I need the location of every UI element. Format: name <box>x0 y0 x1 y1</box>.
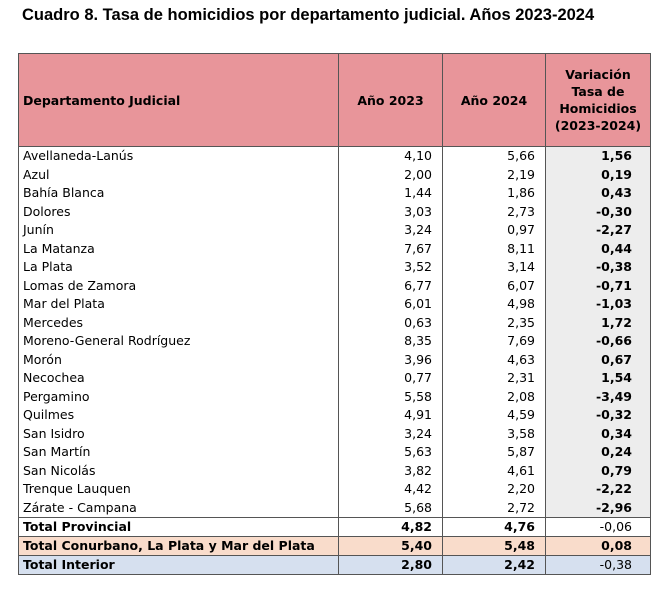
row-departamento: Necochea <box>19 369 339 388</box>
row-anio-2023: 4,91 <box>339 406 443 425</box>
row-departamento: Bahía Blanca <box>19 184 339 203</box>
total-interior-2023: 2,80 <box>339 556 443 575</box>
row-variacion: -0,38 <box>546 258 651 277</box>
row-variacion: -3,49 <box>546 388 651 407</box>
row-variacion: -0,66 <box>546 332 651 351</box>
row-variacion: -2,27 <box>546 221 651 240</box>
row-variacion: 0,24 <box>546 443 651 462</box>
row-anio-2024: 2,35 <box>443 314 546 333</box>
row-variacion: 0,43 <box>546 184 651 203</box>
row-anio-2023: 3,96 <box>339 351 443 370</box>
row-departamento: Azul <box>19 166 339 185</box>
row-variacion: 1,54 <box>546 369 651 388</box>
total-provincial-2023: 4,82 <box>339 518 443 537</box>
row-anio-2023: 4,42 <box>339 480 443 499</box>
table-row <box>19 388 651 407</box>
total-conurbano-2023: 5,40 <box>339 537 443 556</box>
total-interior-variacion: -0,38 <box>546 556 651 575</box>
total-conurbano-2024: 5,48 <box>443 537 546 556</box>
total-interior-2024: 2,42 <box>443 556 546 575</box>
table-row <box>19 499 651 518</box>
row-anio-2024: 6,07 <box>443 277 546 296</box>
row-departamento: Trenque Lauquen <box>19 480 339 499</box>
row-variacion: 0,44 <box>546 240 651 259</box>
row-anio-2023: 3,82 <box>339 462 443 481</box>
header-anio-2024: Año 2024 <box>443 54 546 147</box>
table-row <box>19 351 651 370</box>
row-variacion: 1,72 <box>546 314 651 333</box>
total-provincial-label: Total Provincial <box>19 518 339 537</box>
total-provincial-row <box>19 518 651 537</box>
table-row <box>19 258 651 277</box>
table-row <box>19 369 651 388</box>
row-departamento: Mar del Plata <box>19 295 339 314</box>
table-body <box>19 147 651 518</box>
total-conurbano-row <box>19 537 651 556</box>
row-anio-2024: 2,08 <box>443 388 546 407</box>
row-anio-2023: 5,58 <box>339 388 443 407</box>
row-anio-2023: 3,03 <box>339 203 443 222</box>
row-anio-2023: 1,44 <box>339 184 443 203</box>
row-departamento: La Matanza <box>19 240 339 259</box>
header-variacion-line-2: Tasa de <box>571 84 625 99</box>
table-row <box>19 295 651 314</box>
row-anio-2024: 2,72 <box>443 499 546 518</box>
row-departamento: La Plata <box>19 258 339 277</box>
header-anio-2023: Año 2023 <box>339 54 443 147</box>
row-variacion: 0,79 <box>546 462 651 481</box>
table-row <box>19 147 651 166</box>
table-row <box>19 277 651 296</box>
row-variacion: -1,03 <box>546 295 651 314</box>
row-variacion: -0,30 <box>546 203 651 222</box>
table-row <box>19 332 651 351</box>
row-anio-2024: 3,14 <box>443 258 546 277</box>
row-departamento: Mercedes <box>19 314 339 333</box>
table-row <box>19 462 651 481</box>
total-conurbano-label: Total Conurbano, La Plata y Mar del Plata <box>19 537 339 556</box>
row-anio-2024: 8,11 <box>443 240 546 259</box>
row-anio-2024: 7,69 <box>443 332 546 351</box>
row-anio-2024: 2,19 <box>443 166 546 185</box>
row-departamento: San Nicolás <box>19 462 339 481</box>
row-departamento: Avellaneda-Lanús <box>19 147 339 166</box>
table-row <box>19 443 651 462</box>
total-provincial-2024: 4,76 <box>443 518 546 537</box>
row-departamento: Dolores <box>19 203 339 222</box>
row-anio-2023: 3,24 <box>339 425 443 444</box>
row-anio-2023: 2,00 <box>339 166 443 185</box>
row-anio-2024: 4,59 <box>443 406 546 425</box>
row-anio-2023: 7,67 <box>339 240 443 259</box>
row-departamento: Lomas de Zamora <box>19 277 339 296</box>
table-row <box>19 203 651 222</box>
row-anio-2024: 5,87 <box>443 443 546 462</box>
total-provincial-variacion: -0,06 <box>546 518 651 537</box>
row-anio-2024: 2,73 <box>443 203 546 222</box>
row-anio-2024: 4,61 <box>443 462 546 481</box>
row-anio-2024: 1,86 <box>443 184 546 203</box>
total-interior-row <box>19 556 651 575</box>
row-anio-2024: 2,31 <box>443 369 546 388</box>
row-anio-2023: 0,77 <box>339 369 443 388</box>
table-row <box>19 425 651 444</box>
row-anio-2023: 5,68 <box>339 499 443 518</box>
row-departamento: Junín <box>19 221 339 240</box>
row-anio-2024: 2,20 <box>443 480 546 499</box>
row-anio-2023: 3,24 <box>339 221 443 240</box>
row-anio-2023: 6,77 <box>339 277 443 296</box>
row-anio-2024: 3,58 <box>443 425 546 444</box>
header-variacion <box>546 54 651 147</box>
header-variacion-line-4: (2023-2024) <box>554 118 642 133</box>
page-title: Cuadro 8. Tasa de homicidios por departamento judicial. Años 2023-2024 <box>22 6 595 24</box>
total-interior-label: Total Interior <box>19 556 339 575</box>
row-anio-2023: 5,63 <box>339 443 443 462</box>
header-variacion-line-1: Variación <box>565 67 631 82</box>
table-row <box>19 240 651 259</box>
row-departamento: Quilmes <box>19 406 339 425</box>
row-anio-2024: 4,98 <box>443 295 546 314</box>
row-anio-2023: 6,01 <box>339 295 443 314</box>
row-departamento: San Martín <box>19 443 339 462</box>
row-variacion: 0,34 <box>546 425 651 444</box>
row-departamento: Pergamino <box>19 388 339 407</box>
row-departamento: Zárate - Campana <box>19 499 339 518</box>
row-variacion: -0,32 <box>546 406 651 425</box>
table-header-row <box>19 54 651 147</box>
header-departamento: Departamento Judicial <box>19 54 339 147</box>
total-conurbano-variacion: 0,08 <box>546 537 651 556</box>
row-anio-2023: 0,63 <box>339 314 443 333</box>
row-anio-2023: 8,35 <box>339 332 443 351</box>
row-variacion: 0,67 <box>546 351 651 370</box>
row-anio-2023: 3,52 <box>339 258 443 277</box>
table-row <box>19 221 651 240</box>
row-variacion: -2,96 <box>546 499 651 518</box>
row-departamento: San Isidro <box>19 425 339 444</box>
row-variacion: 1,56 <box>546 147 651 166</box>
row-anio-2023: 4,10 <box>339 147 443 166</box>
row-anio-2024: 4,63 <box>443 351 546 370</box>
row-anio-2024: 0,97 <box>443 221 546 240</box>
row-variacion: 0,19 <box>546 166 651 185</box>
header-variacion-line-3: Homicidios <box>559 101 637 116</box>
homicide-rate-table <box>18 53 651 575</box>
table-row <box>19 314 651 333</box>
table-row <box>19 406 651 425</box>
row-variacion: -2,22 <box>546 480 651 499</box>
row-anio-2024: 5,66 <box>443 147 546 166</box>
table-row <box>19 184 651 203</box>
table-row <box>19 166 651 185</box>
row-variacion: -0,71 <box>546 277 651 296</box>
table-row <box>19 480 651 499</box>
row-departamento: Moreno-General Rodríguez <box>19 332 339 351</box>
row-departamento: Morón <box>19 351 339 370</box>
